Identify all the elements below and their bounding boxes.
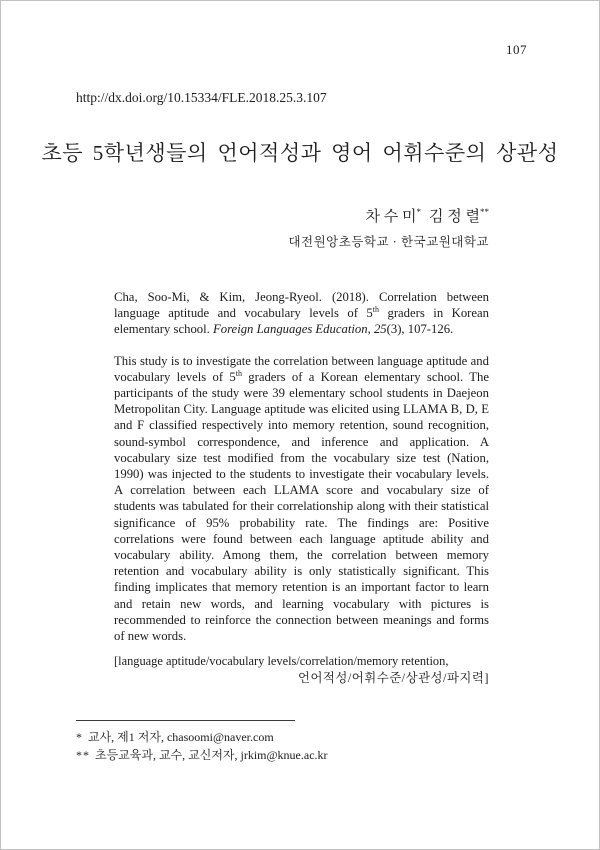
- paper-title: 초등 5학년생들의 언어적성과 영어 어휘수준의 상관성: [41, 141, 559, 165]
- footnote-text: 초등교육과, 교수, 교신저자, jrkim@knue.ac.kr: [95, 747, 328, 762]
- footnote-text: 교사, 제1 저자, chasoomi@naver.com: [88, 730, 274, 744]
- author-1-name: 차 수 미: [365, 209, 417, 225]
- abstract-text: graders of a Korean elementary school. The participants of the study were 39 elementary school students in Daejeon Metropolitan City. Language aptitude was elicited using LLAMA B, D, E and F classified respectively into memory retention, sound recognition, sound-symbol correspondence, and inference and application. A vocabulary size test modified from the vocabulary size test (Nation, 1990) was injected to the students to investigate their vocabulary levels. A correlation between each LLAMA score and vocabulary size of students was tabulated for their correlationship along with their statistical significance of 95% probability rate. The findings are: Positive correlations were found between each language aptitude ability and vocabulary ability. Among them, the correlation between memory retention and vocabulary ability is only statistically significant. This finding implicates that memory retention is an important factor to learn and retain new words, and learning vocabulary with pictures is recommended to reinforce the connection between meanings and forms of new words.: [114, 369, 489, 644]
- footnote-item: [76, 729, 526, 747]
- citation-volume: 25: [373, 322, 387, 337]
- citation-text: Cha, Soo-Mi, & Kim, Jeong-Ryeol. (2018). Correlation between language aptitude and vocabulary levels of 5: [114, 290, 489, 321]
- author-1-footnote-mark: *: [416, 207, 422, 217]
- abstract-text: This study is to investigate the correlation between language aptitude and vocabulary levels of 5: [114, 353, 489, 384]
- abstract-block: [114, 353, 489, 645]
- citation-text: ,: [367, 322, 374, 337]
- doi-text: http://dx.doi.org/10.15334/FLE.2018.25.3.107: [76, 90, 327, 105]
- author-2-footnote-mark: **: [480, 207, 489, 217]
- citation-text: graders in Korean elementary school.: [114, 306, 489, 337]
- author-byline: [114, 205, 489, 226]
- abstract-superscript: th: [235, 368, 242, 378]
- affiliation: 대전원앙초등학교 · 한국교원대학교: [288, 235, 489, 249]
- keywords-korean: 언어적성/어휘수준/상관성/파지력]: [297, 671, 489, 686]
- keywords-block: [114, 653, 489, 687]
- footnote-marker: **: [76, 747, 90, 762]
- author-2-name: 김 정 렬: [429, 209, 480, 225]
- citation-journal-title: Foreign Languages Education: [213, 322, 368, 337]
- citation-block: [114, 289, 489, 338]
- footnote-item: [76, 747, 526, 765]
- keywords-english: [language aptitude/vocabulary levels/correlation/memory retention,: [114, 654, 449, 669]
- footnotes: [76, 720, 526, 764]
- footnote-marker: *: [76, 730, 83, 744]
- content-block: [114, 289, 489, 687]
- page-number: 107: [506, 42, 527, 57]
- footnote-divider: [76, 720, 295, 721]
- citation-issue-pages: (3), 107-126.: [386, 322, 454, 337]
- citation-superscript: th: [372, 304, 379, 314]
